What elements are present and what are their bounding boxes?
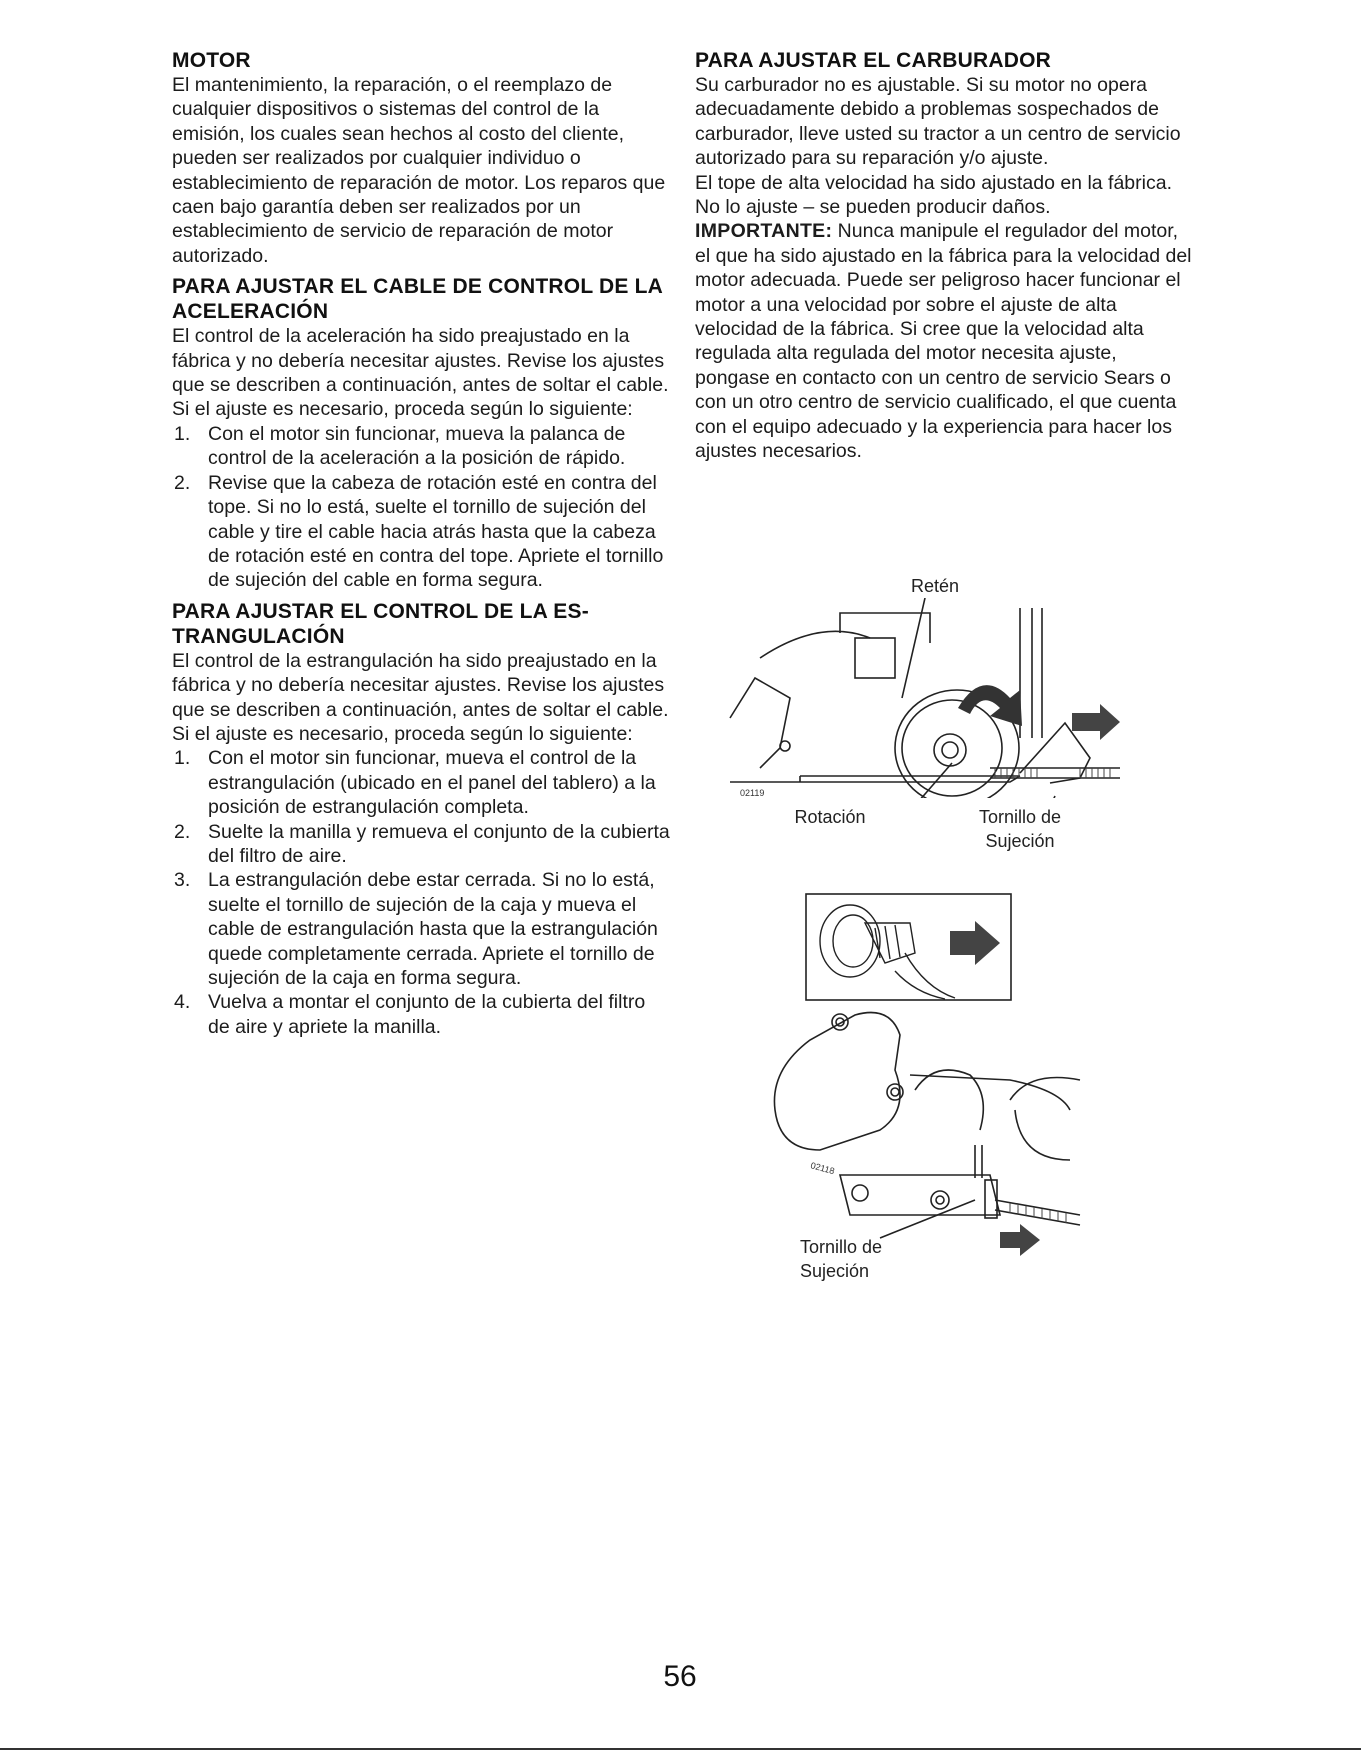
- throttle-heading: PARA AJUSTAR EL CABLE DE CONTROL DE LA ACELERACIÓN: [172, 275, 663, 324]
- carburetor-section: [695, 48, 1195, 464]
- right-arrow-icon: [1072, 704, 1120, 740]
- important-note: [695, 219, 1195, 463]
- throttle-diagram-drawing: [730, 598, 1120, 798]
- step-number: 2.: [174, 471, 191, 494]
- throttle-steps: [172, 422, 672, 593]
- bottom-rule: [0, 1748, 1361, 1750]
- list-item: [172, 820, 672, 869]
- step-text: Con el motor sin funcionar, mueva la palanca de control de la aceleración a la posición de rápido.: [208, 422, 626, 470]
- step-text: Vuelva a montar el conjunto de la cubierta del filtro de aire y apriete la manilla.: [208, 991, 646, 1038]
- figure1-label-reten: Retén: [910, 576, 960, 596]
- list-item: [172, 746, 672, 819]
- important-label: IMPORTANTE:: [695, 220, 833, 243]
- step-text: Con el motor sin funcionar, mueva el control de la estrangulación (ubicado en el panel del tablero) a la posición de estrangulación completa.: [208, 747, 656, 819]
- motor-section: [172, 48, 672, 268]
- step-text: La estrangulación debe estar cerrada. Si no lo está, suelte el tornillo de sujeción de la caja y mueva el cable de estrangulación hasta que la estrangulación quede completamente cerrada. Apriete el tornillo de sujeción de la caja en forma segura.: [208, 869, 658, 989]
- step-number: 3.: [174, 869, 191, 892]
- figure2-label-line2: Sujeción: [800, 1261, 870, 1281]
- step-number: 1.: [174, 747, 191, 770]
- step-number: 2.: [174, 820, 191, 843]
- right-column: [695, 48, 1195, 470]
- throttle-section: [172, 274, 672, 592]
- list-item: [172, 422, 672, 471]
- choke-intro: El control de la estrangulación ha sido preajustado en la fábrica y no debería necesitar ajustes. Revise los ajustes que se describen a continuación, antes de soltar el cable. Si el ajuste es necesario, proceda según lo siguiente:: [172, 649, 669, 745]
- figure2-label-line1: Tornillo de: [800, 1237, 883, 1257]
- motor-heading: MOTOR: [172, 49, 251, 72]
- choke-right-arrow-icon: [1000, 1224, 1040, 1256]
- list-item: [172, 868, 672, 990]
- throttle-diagram: [720, 598, 1140, 798]
- step-number: 1.: [174, 422, 191, 445]
- list-item: [172, 990, 672, 1039]
- carburetor-heading: PARA AJUSTAR EL CARBURADOR: [695, 49, 1051, 72]
- step-number: 4.: [174, 991, 191, 1014]
- figure1-code: 02119: [740, 788, 765, 798]
- figure2-code: 02118: [809, 1160, 836, 1177]
- step-text: Suelte la manilla y remueva el conjunto de la cubierta del filtro de aire.: [208, 820, 670, 867]
- choke-assembly-diagram: [760, 1000, 1090, 1275]
- carburetor-para-1: Su carburador no es ajustable. Si su motor no opera adecuadamente debido a problemas sospechados de carburador, lleve usted su tractor a un centro de servicio autorizado para su reparación y/o ajuste.: [695, 74, 1181, 170]
- step-text: Revise que la cabeza de rotación esté en contra del tope. Si no lo está, suelte el tornillo de sujeción del cable y tire el cable hacia atrás hasta que la cabeza de rotación esté en contra del tope. Apriete el tornillo de sujeción del cable en forma segura.: [208, 471, 664, 592]
- carburetor-para-2: El tope de alta velocidad ha sido ajustado en la fábrica. No lo ajuste – se pueden producir daños.: [695, 171, 1172, 219]
- choke-steps: [172, 746, 672, 1039]
- screw-leader-line-2: [880, 1200, 975, 1238]
- choke-heading: PARA AJUSTAR EL CONTROL DE LA ES-TRANGULACIÓN: [172, 599, 589, 648]
- motor-body: El mantenimiento, la reparación, o el reemplazo de cualquier dispositivos o sistemas del control de la emisión, los cuales sean hechos al costo del cliente, pueden ser realizados por cualquier individuo o establecimiento de reparación de motor. Los reparos que caen bajo garantía deben ser realizados por un establecimiento de servicio de reparación de motor autorizado.: [172, 74, 666, 267]
- choke-inset-diagram: [805, 893, 1015, 1003]
- left-column: [172, 48, 672, 1045]
- throttle-intro: El control de la aceleración ha sido preajustado en la fábrica y no debería necesitar ajustes. Revise los ajustes que se describen a continuación, antes de soltar el cable. Si el ajuste es necesario, proceda según lo siguiente:: [172, 325, 669, 421]
- list-item: [172, 471, 672, 593]
- figure1-label-rotation: Rotación: [794, 807, 866, 827]
- page-number: 56: [663, 1660, 697, 1693]
- screw-leader-line: [1038, 796, 1055, 798]
- figure1-label-screw-line2: Sujeción: [985, 831, 1055, 851]
- figure1-label-screw-line1: Tornillo de: [978, 807, 1062, 827]
- important-text: Nunca manipule el regulador del motor, el que ha sido ajustado en la fábrica para la velocidad del motor adecuada. Puede ser peligroso hacer funcionar el motor a una velocidad por sobre el ajuste de alta velocidad de la fábrica. Si cree que la velocidad alta regulada alta regulada del motor necesita ajuste, pongase en contacto con un centro de servicio Sears o con un otro centro de servicio cualificado, el que cuenta con el equipo adecuado y la experiencia para hacer los ajustes necesarios.: [695, 220, 1192, 463]
- choke-section: [172, 599, 672, 1040]
